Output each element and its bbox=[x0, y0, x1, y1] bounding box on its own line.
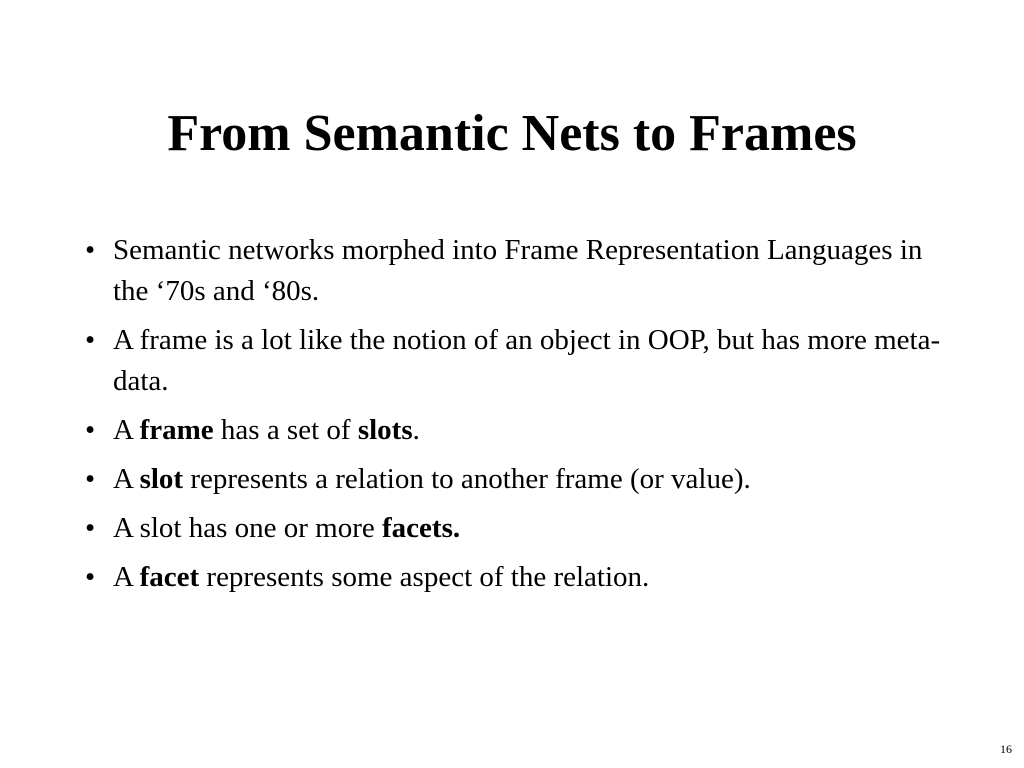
bullet-marker: • bbox=[85, 561, 96, 593]
bullet-marker: • bbox=[85, 414, 96, 446]
bullet-text-bold: frame bbox=[139, 414, 214, 446]
bullet-text bbox=[113, 561, 649, 593]
bullet-text bbox=[113, 512, 460, 544]
bullet-item bbox=[85, 557, 965, 598]
bullet-text-segment: A bbox=[113, 561, 140, 593]
bullet-item bbox=[85, 410, 965, 451]
bullet-item bbox=[85, 230, 965, 312]
bullet-text-segment: . bbox=[412, 414, 420, 446]
bullet-text bbox=[113, 463, 751, 495]
bullet-text-bold: slot bbox=[139, 463, 184, 495]
bullet-text-segment: Semantic networks morphed into Frame Representation Languages in the ‘70s and ‘80s. bbox=[113, 234, 923, 307]
bullet-marker: • bbox=[85, 234, 96, 266]
slide-title: From Semantic Nets to Frames bbox=[167, 105, 857, 162]
bullet-text-segment: A frame is a lot like the notion of an object in OOP, but has more meta-data. bbox=[113, 324, 941, 397]
bullet-text-bold: facets. bbox=[382, 512, 461, 544]
bullet-text-segment: A bbox=[113, 414, 140, 446]
bullet-list bbox=[85, 230, 965, 606]
bullet-text-segment: represents a relation to another frame (or value). bbox=[183, 463, 751, 495]
bullet-marker: • bbox=[85, 463, 96, 495]
bullet-item bbox=[85, 320, 965, 402]
bullet-text-segment: has a set of bbox=[213, 414, 358, 446]
bullet-text-segment: A bbox=[113, 463, 140, 495]
bullet-item bbox=[85, 459, 965, 500]
page-number: 16 bbox=[1000, 742, 1012, 756]
bullet-marker: • bbox=[85, 324, 96, 356]
bullet-text-bold: facet bbox=[139, 561, 200, 593]
bullet-text bbox=[113, 234, 922, 307]
bullet-text bbox=[113, 414, 420, 446]
bullet-text-bold: slots bbox=[357, 414, 413, 446]
bullet-text-segment: A slot has one or more bbox=[113, 512, 383, 544]
bullet-item bbox=[85, 508, 965, 549]
bullet-text-segment: represents some aspect of the relation. bbox=[199, 561, 650, 593]
bullet-marker: • bbox=[85, 512, 96, 544]
bullet-text bbox=[113, 324, 940, 397]
